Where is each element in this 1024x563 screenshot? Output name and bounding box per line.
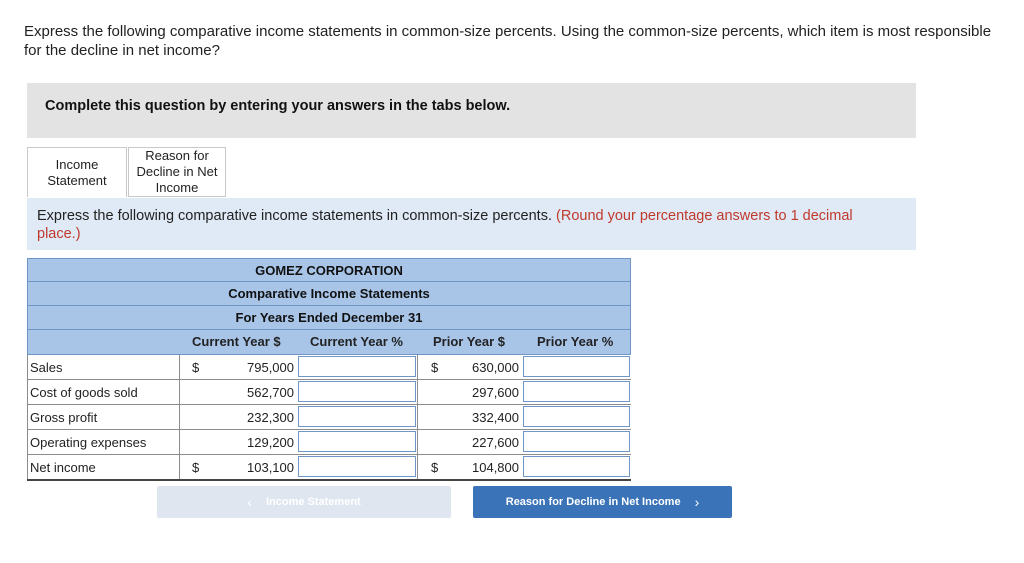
- prior-year-amount: 332,400: [472, 410, 519, 425]
- row-label: Cost of goods sold: [30, 385, 138, 400]
- table-row: [27, 455, 631, 481]
- current-year-amount: 232,300: [247, 410, 294, 425]
- currency-symbol: $: [431, 360, 439, 375]
- current-year-amount: 103,100: [247, 460, 294, 475]
- prior-year-percent-input[interactable]: [523, 431, 630, 452]
- table-row: [27, 405, 631, 430]
- instruction-text: [37, 207, 897, 243]
- next-tab-button[interactable]: [473, 486, 732, 518]
- col-prior-dollar: Prior Year $: [433, 334, 506, 349]
- banner-text: Complete this question by entering your answers in the tabs below.: [45, 98, 511, 114]
- prior-year-amount: 630,000: [472, 360, 519, 375]
- current-year-percent-input[interactable]: [298, 431, 416, 452]
- col-current-percent: Current Year %: [310, 334, 403, 349]
- prior-year-amount: 297,600: [472, 385, 519, 400]
- prior-year-percent-input[interactable]: [523, 381, 630, 402]
- cell-divider: [417, 380, 418, 404]
- instruction-main: Express the following comparative income statements in common-size percents.: [37, 208, 552, 224]
- prior-year-amount: 227,600: [472, 435, 519, 450]
- rounding-note: (Round your percentage answers to 1 decimal place.): [37, 208, 853, 242]
- current-year-percent-input[interactable]: [298, 406, 416, 427]
- statement-title: Comparative Income Statements: [27, 281, 631, 305]
- tab-income-statement[interactable]: [27, 147, 127, 197]
- prior-year-percent-input[interactable]: [523, 406, 630, 427]
- row-label: Gross profit: [30, 410, 98, 425]
- income-statement-table: [27, 258, 631, 481]
- row-label: Net income: [30, 460, 96, 475]
- current-year-amount: 562,700: [247, 385, 294, 400]
- current-year-percent-input[interactable]: [298, 381, 416, 402]
- cell-divider: [417, 455, 418, 479]
- instruction-banner: [27, 83, 916, 138]
- tab-label-line: Income: [155, 180, 199, 195]
- prior-year-amount: 104,800: [472, 460, 519, 475]
- tab-label-line: Reason for: [145, 148, 209, 163]
- column-headers: [27, 329, 631, 355]
- currency-symbol: $: [192, 460, 200, 475]
- tab-label-line: Statement: [47, 172, 107, 188]
- prior-year-percent-input[interactable]: [523, 456, 630, 477]
- current-year-percent-input[interactable]: [298, 356, 416, 377]
- chevron-right-icon: ›: [694, 494, 700, 510]
- currency-symbol: $: [431, 460, 439, 475]
- chevron-left-icon: ‹: [247, 494, 252, 510]
- row-label: Sales: [30, 360, 63, 375]
- table-row: [27, 355, 631, 380]
- row-label: Operating expenses: [30, 435, 147, 450]
- tab-label-line: Income: [55, 156, 99, 172]
- prev-tab-button[interactable]: [157, 486, 451, 518]
- cell-divider: [417, 430, 418, 454]
- col-prior-percent: Prior Year %: [537, 334, 614, 349]
- company-name: GOMEZ CORPORATION: [27, 258, 631, 281]
- table-row: [27, 430, 631, 455]
- tab-reason-for-decline[interactable]: [128, 147, 226, 197]
- statement-period: For Years Ended December 31: [27, 305, 631, 329]
- current-year-amount: 795,000: [247, 360, 294, 375]
- prev-button-label: Income Statement: [265, 496, 361, 508]
- current-year-amount: 129,200: [247, 435, 294, 450]
- table-row: [27, 380, 631, 405]
- question-text: Express the following comparative income statements in common-size percents. Using the common-size percents, which item is most responsible for the decline in net income?: [24, 23, 992, 59]
- next-button-label: Reason for Decline in Net Income: [505, 496, 681, 508]
- cell-divider: [417, 355, 418, 379]
- current-year-percent-input[interactable]: [298, 456, 416, 477]
- instruction-panel: [27, 198, 916, 250]
- cell-divider: [417, 405, 418, 429]
- tab-label-line: Decline in Net: [136, 164, 218, 179]
- currency-symbol: $: [192, 360, 200, 375]
- prior-year-percent-input[interactable]: [523, 356, 630, 377]
- col-current-dollar: Current Year $: [192, 334, 281, 349]
